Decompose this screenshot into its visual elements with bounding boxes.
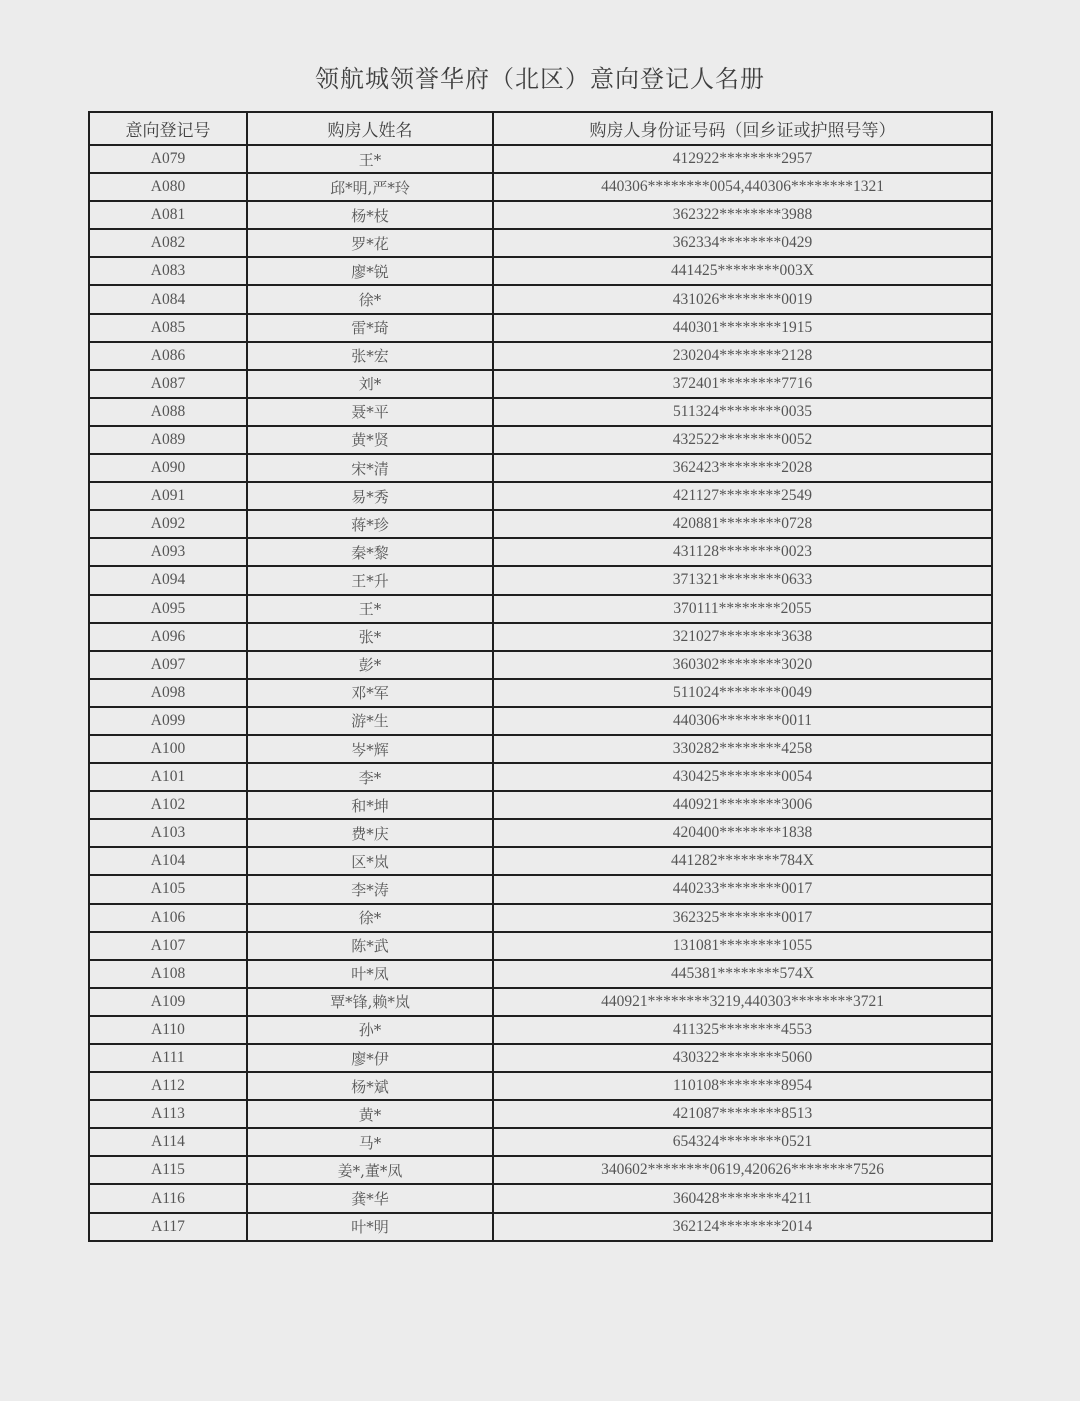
buyer-id-cell: 370111********2055 xyxy=(493,595,992,623)
table-row xyxy=(89,342,992,370)
buyer-name-cell: 徐* xyxy=(247,285,493,313)
buyer-id-cell: 420881********0728 xyxy=(493,510,992,538)
buyer-name-cell: 王*升 xyxy=(247,566,493,594)
buyer-id-cell: 372401********7716 xyxy=(493,370,992,398)
buyer-name-cell: 蒋*珍 xyxy=(247,510,493,538)
table-row xyxy=(89,201,992,229)
buyer-id-cell: 340602********0619,420626********7526 xyxy=(493,1156,992,1184)
table-row xyxy=(89,314,992,342)
registration-number-cell: A091 xyxy=(89,482,247,510)
buyer-name-cell: 邓*军 xyxy=(247,679,493,707)
table-row xyxy=(89,510,992,538)
buyer-name-cell: 马* xyxy=(247,1128,493,1156)
registration-number-cell: A093 xyxy=(89,538,247,566)
buyer-name-cell: 杨*枝 xyxy=(247,201,493,229)
buyer-name-cell: 宋*清 xyxy=(247,454,493,482)
buyer-id-cell: 432522********0052 xyxy=(493,426,992,454)
buyer-name-cell: 罗*花 xyxy=(247,229,493,257)
document-title: 领航城领誉华府（北区）意向登记人名册 xyxy=(315,65,765,93)
registration-number-cell: A113 xyxy=(89,1100,247,1128)
buyer-name-cell: 费*庆 xyxy=(247,819,493,847)
registration-number-cell: A090 xyxy=(89,454,247,482)
registration-number-cell: A083 xyxy=(89,257,247,285)
table-row xyxy=(89,426,992,454)
buyer-id-cell: 441425********003X xyxy=(493,257,992,285)
registration-roster-table xyxy=(88,111,993,1242)
registration-number-cell: A108 xyxy=(89,960,247,988)
registration-number-cell: A117 xyxy=(89,1213,247,1241)
registration-number-cell: A092 xyxy=(89,510,247,538)
registration-number-cell: A112 xyxy=(89,1072,247,1100)
table-row xyxy=(89,173,992,201)
buyer-id-cell: 321027********3638 xyxy=(493,623,992,651)
buyer-name-cell: 聂*平 xyxy=(247,398,493,426)
table-row xyxy=(89,1044,992,1072)
buyer-name-cell: 龚*华 xyxy=(247,1184,493,1212)
buyer-id-cell: 431026********0019 xyxy=(493,285,992,313)
registration-number-cell: A080 xyxy=(89,173,247,201)
header-buyer-id-number: 购房人身份证号码（回乡证或护照号等） xyxy=(493,112,992,145)
registration-number-cell: A085 xyxy=(89,314,247,342)
table-row xyxy=(89,482,992,510)
table-row xyxy=(89,932,992,960)
table-row xyxy=(89,370,992,398)
table-row xyxy=(89,819,992,847)
table-row xyxy=(89,454,992,482)
registration-number-cell: A087 xyxy=(89,370,247,398)
buyer-id-cell: 440921********3006 xyxy=(493,791,992,819)
registration-number-cell: A107 xyxy=(89,932,247,960)
registration-number-cell: A086 xyxy=(89,342,247,370)
table-row xyxy=(89,229,992,257)
buyer-name-cell: 黄* xyxy=(247,1100,493,1128)
buyer-name-cell: 陈*武 xyxy=(247,932,493,960)
buyer-name-cell: 游*生 xyxy=(247,707,493,735)
buyer-id-cell: 230204********2128 xyxy=(493,342,992,370)
table-row xyxy=(89,1184,992,1212)
buyer-id-cell: 360428********4211 xyxy=(493,1184,992,1212)
buyer-name-cell: 徐* xyxy=(247,904,493,932)
buyer-name-cell: 黄*贤 xyxy=(247,426,493,454)
buyer-id-cell: 362334********0429 xyxy=(493,229,992,257)
buyer-name-cell: 邱*明,严*玲 xyxy=(247,173,493,201)
table-row xyxy=(89,145,992,173)
registration-number-cell: A103 xyxy=(89,819,247,847)
table-row xyxy=(89,538,992,566)
table-row xyxy=(89,679,992,707)
buyer-name-cell: 岑*辉 xyxy=(247,735,493,763)
table-row xyxy=(89,847,992,875)
registration-number-cell: A096 xyxy=(89,623,247,651)
buyer-id-cell: 654324********0521 xyxy=(493,1128,992,1156)
table-row xyxy=(89,707,992,735)
buyer-name-cell: 廖*伊 xyxy=(247,1044,493,1072)
registration-number-cell: A095 xyxy=(89,595,247,623)
buyer-name-cell: 张*宏 xyxy=(247,342,493,370)
table-row xyxy=(89,1016,992,1044)
table-row xyxy=(89,1156,992,1184)
buyer-id-cell: 441282********784X xyxy=(493,847,992,875)
registration-number-cell: A111 xyxy=(89,1044,247,1072)
table-row xyxy=(89,651,992,679)
registration-number-cell: A102 xyxy=(89,791,247,819)
registration-number-cell: A082 xyxy=(89,229,247,257)
registration-number-cell: A114 xyxy=(89,1128,247,1156)
registration-number-cell: A100 xyxy=(89,735,247,763)
table-row xyxy=(89,257,992,285)
table-row xyxy=(89,791,992,819)
table-row xyxy=(89,285,992,313)
buyer-id-cell: 440233********0017 xyxy=(493,875,992,903)
buyer-id-cell: 431128********0023 xyxy=(493,538,992,566)
buyer-name-cell: 叶*明 xyxy=(247,1213,493,1241)
buyer-id-cell: 420400********1838 xyxy=(493,819,992,847)
registration-number-cell: A094 xyxy=(89,566,247,594)
buyer-id-cell: 411325********4553 xyxy=(493,1016,992,1044)
registration-number-cell: A097 xyxy=(89,651,247,679)
buyer-name-cell: 和*坤 xyxy=(247,791,493,819)
table-header-row xyxy=(89,112,992,145)
buyer-name-cell: 秦*黎 xyxy=(247,538,493,566)
table-row xyxy=(89,1072,992,1100)
buyer-id-cell: 445381********574X xyxy=(493,960,992,988)
registration-number-cell: A116 xyxy=(89,1184,247,1212)
registration-number-cell: A109 xyxy=(89,988,247,1016)
buyer-id-cell: 440301********1915 xyxy=(493,314,992,342)
registration-number-cell: A079 xyxy=(89,145,247,173)
buyer-id-cell: 362124********2014 xyxy=(493,1213,992,1241)
buyer-name-cell: 刘* xyxy=(247,370,493,398)
table-body xyxy=(89,145,992,1241)
table-row xyxy=(89,735,992,763)
buyer-name-cell: 张* xyxy=(247,623,493,651)
buyer-name-cell: 李*涛 xyxy=(247,875,493,903)
buyer-id-cell: 430322********5060 xyxy=(493,1044,992,1072)
registration-number-cell: A088 xyxy=(89,398,247,426)
buyer-name-cell: 孙* xyxy=(247,1016,493,1044)
buyer-id-cell: 330282********4258 xyxy=(493,735,992,763)
buyer-name-cell: 区*岚 xyxy=(247,847,493,875)
buyer-id-cell: 440306********0054,440306********1321 xyxy=(493,173,992,201)
buyer-id-cell: 362322********3988 xyxy=(493,201,992,229)
table-row xyxy=(89,763,992,791)
table-row xyxy=(89,1128,992,1156)
buyer-id-cell: 430425********0054 xyxy=(493,763,992,791)
buyer-id-cell: 362325********0017 xyxy=(493,904,992,932)
registration-number-cell: A110 xyxy=(89,1016,247,1044)
table-row xyxy=(89,1100,992,1128)
header-registration-number: 意向登记号 xyxy=(89,112,247,145)
registration-number-cell: A081 xyxy=(89,201,247,229)
buyer-name-cell: 李* xyxy=(247,763,493,791)
registration-number-cell: A101 xyxy=(89,763,247,791)
header-buyer-name: 购房人姓名 xyxy=(247,112,493,145)
buyer-id-cell: 421087********8513 xyxy=(493,1100,992,1128)
buyer-id-cell: 360302********3020 xyxy=(493,651,992,679)
buyer-name-cell: 廖*锐 xyxy=(247,257,493,285)
buyer-name-cell: 杨*斌 xyxy=(247,1072,493,1100)
table-row xyxy=(89,398,992,426)
buyer-name-cell: 王* xyxy=(247,595,493,623)
buyer-name-cell: 王* xyxy=(247,145,493,173)
buyer-id-cell: 440306********0011 xyxy=(493,707,992,735)
buyer-name-cell: 雷*琦 xyxy=(247,314,493,342)
buyer-name-cell: 易*秀 xyxy=(247,482,493,510)
buyer-id-cell: 371321********0633 xyxy=(493,566,992,594)
registration-number-cell: A099 xyxy=(89,707,247,735)
buyer-name-cell: 叶*凤 xyxy=(247,960,493,988)
buyer-id-cell: 440921********3219,440303********3721 xyxy=(493,988,992,1016)
buyer-name-cell: 覃*锋,赖*岚 xyxy=(247,988,493,1016)
table-row xyxy=(89,988,992,1016)
buyer-name-cell: 姜*,董*凤 xyxy=(247,1156,493,1184)
buyer-id-cell: 362423********2028 xyxy=(493,454,992,482)
table-row xyxy=(89,623,992,651)
table-row xyxy=(89,566,992,594)
buyer-id-cell: 511024********0049 xyxy=(493,679,992,707)
buyer-id-cell: 421127********2549 xyxy=(493,482,992,510)
registration-number-cell: A098 xyxy=(89,679,247,707)
table-row xyxy=(89,875,992,903)
registration-number-cell: A115 xyxy=(89,1156,247,1184)
registration-number-cell: A084 xyxy=(89,285,247,313)
buyer-id-cell: 131081********1055 xyxy=(493,932,992,960)
buyer-name-cell: 彭* xyxy=(247,651,493,679)
buyer-id-cell: 110108********8954 xyxy=(493,1072,992,1100)
registration-number-cell: A105 xyxy=(89,875,247,903)
registration-number-cell: A106 xyxy=(89,904,247,932)
table-row xyxy=(89,904,992,932)
registration-number-cell: A104 xyxy=(89,847,247,875)
buyer-id-cell: 511324********0035 xyxy=(493,398,992,426)
table-row xyxy=(89,595,992,623)
buyer-id-cell: 412922********2957 xyxy=(493,145,992,173)
table-row xyxy=(89,960,992,988)
registration-number-cell: A089 xyxy=(89,426,247,454)
table-row xyxy=(89,1213,992,1241)
